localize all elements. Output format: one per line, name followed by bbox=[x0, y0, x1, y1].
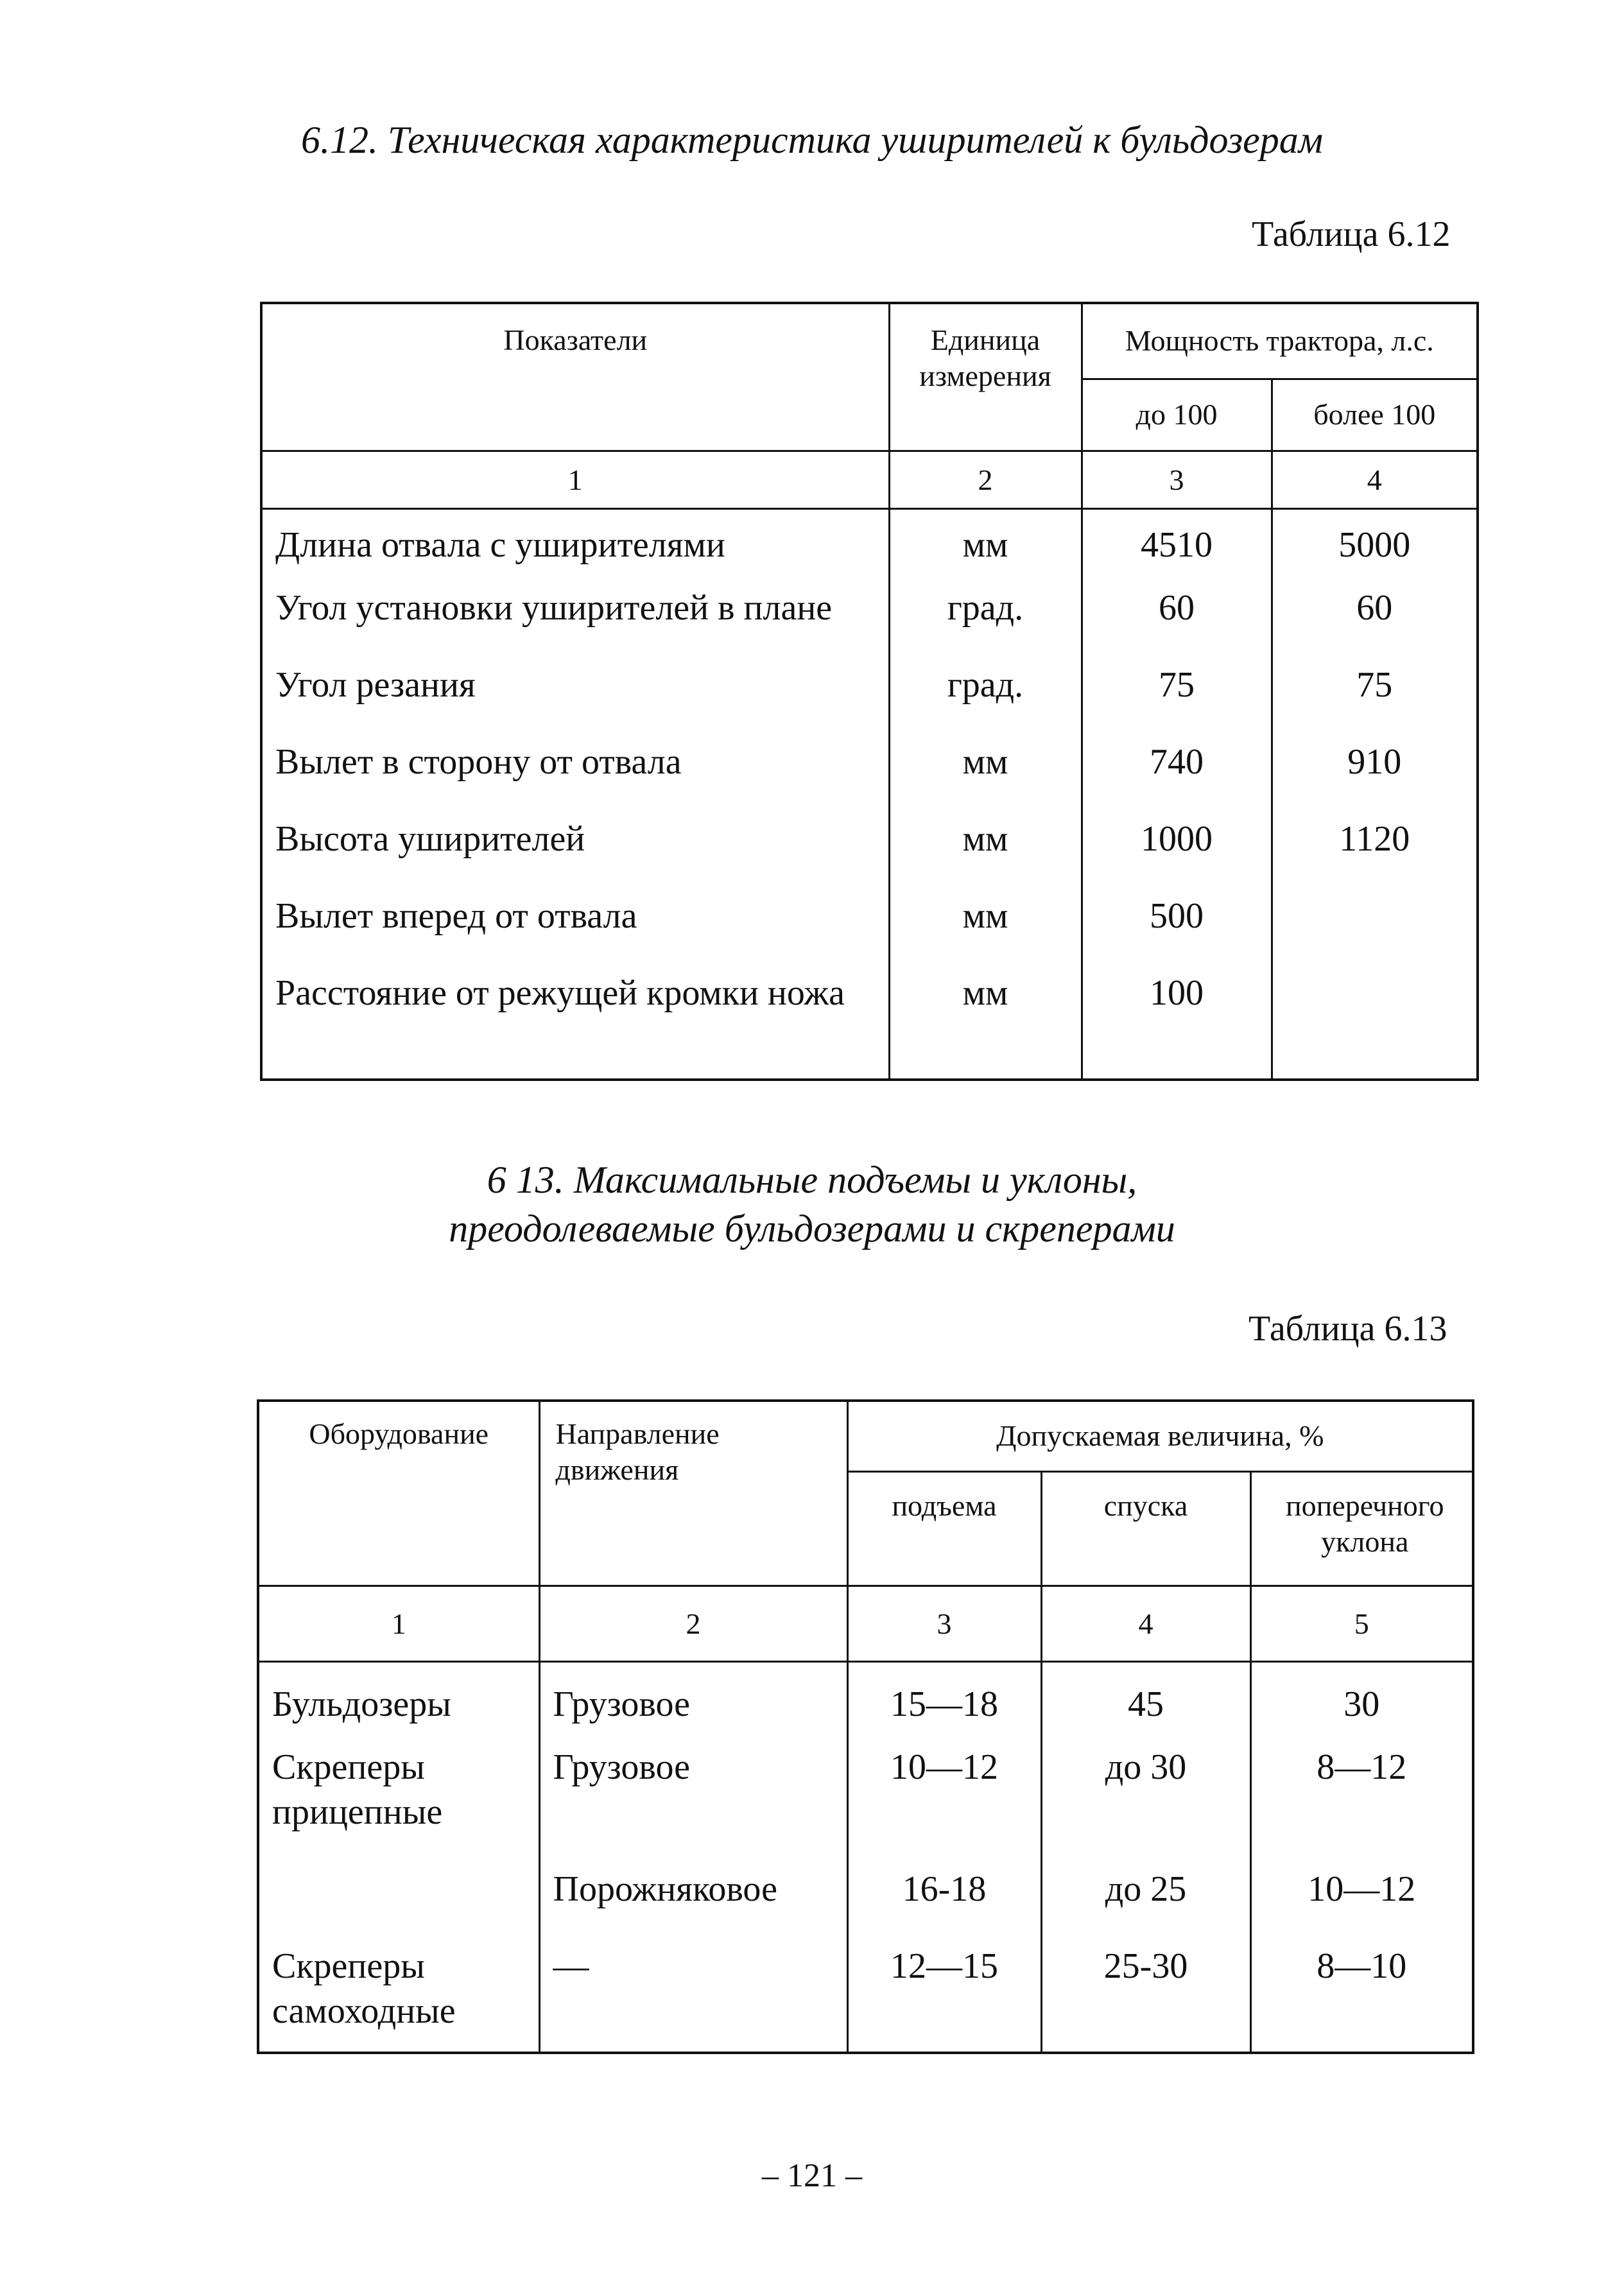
indicator-name: Вылет вперед от отвала bbox=[261, 894, 889, 971]
equipment-name: Скреперы самоходные bbox=[258, 1944, 539, 2053]
indicator-unit: мм bbox=[889, 508, 1082, 585]
header-indicators: Показатели bbox=[261, 303, 889, 451]
indicator-name: Вылет в сторону от отвала bbox=[261, 739, 889, 817]
table-6-13-caption: 6 13. Максимальные подъемы и уклоны, преодолеваемые бульдозерами и скреперами bbox=[449, 1159, 1175, 1250]
indicator-unit: мм bbox=[889, 739, 1082, 817]
cross-slope-value: 10—12 bbox=[1250, 1867, 1473, 1944]
cross-slope-value: 8—10 bbox=[1250, 1944, 1473, 2053]
indicator-unit: мм bbox=[889, 817, 1082, 894]
header-equipment: Оборудование bbox=[258, 1401, 539, 1586]
indicator-unit: град. bbox=[889, 662, 1082, 739]
value-over-100: 75 bbox=[1272, 662, 1478, 739]
table-6-13-label: Таблица 6.13 bbox=[1248, 1309, 1447, 1349]
indicator-name: Расстояние от режущей кромки ножа bbox=[261, 971, 889, 1080]
value-upto-100: 1000 bbox=[1082, 817, 1272, 894]
column-number: 2 bbox=[539, 1586, 847, 1661]
value-upto-100: 75 bbox=[1082, 662, 1272, 739]
header-allowed-value: Допускаемая величина, % bbox=[847, 1401, 1473, 1471]
table-row bbox=[261, 739, 1478, 817]
column-number: 2 bbox=[889, 451, 1082, 508]
value-upto-100: 60 bbox=[1082, 585, 1272, 662]
descent-value: 25-30 bbox=[1041, 1944, 1250, 2053]
column-number: 1 bbox=[258, 1586, 539, 1661]
header-rise: подъема bbox=[847, 1471, 1041, 1586]
table-row bbox=[258, 1661, 1473, 1745]
table-6-12 bbox=[260, 302, 1479, 1081]
header-cross-slope: поперечного уклона bbox=[1250, 1471, 1473, 1586]
descent-value: до 30 bbox=[1041, 1745, 1250, 1867]
value-upto-100: 4510 bbox=[1082, 508, 1272, 585]
descent-value: 45 bbox=[1041, 1661, 1250, 1745]
table-6-12-caption: 6.12. Техническая характеристика уширителей к бульдозерам bbox=[300, 119, 1324, 161]
page-number: – 121 – bbox=[762, 2157, 862, 2194]
movement-direction: Грузовое bbox=[539, 1745, 847, 1867]
indicator-name: Угол резания bbox=[261, 662, 889, 739]
column-number: 4 bbox=[1041, 1586, 1250, 1661]
header-descent: спуска bbox=[1041, 1471, 1250, 1586]
column-number: 3 bbox=[1082, 451, 1272, 508]
indicator-unit: мм bbox=[889, 894, 1082, 971]
value-upto-100: 500 bbox=[1082, 894, 1272, 971]
equipment-name: Скреперы прицепные bbox=[258, 1745, 539, 1867]
equipment-name: Бульдозеры bbox=[258, 1661, 539, 1745]
movement-direction: Порожняковое bbox=[539, 1867, 847, 1944]
rise-value: 10—12 bbox=[847, 1745, 1041, 1867]
column-number: 3 bbox=[847, 1586, 1041, 1661]
value-over-100 bbox=[1272, 971, 1478, 1080]
table-row bbox=[258, 1867, 1473, 1944]
table-row bbox=[258, 1944, 1473, 2053]
value-over-100: 60 bbox=[1272, 585, 1478, 662]
header-unit: Единица измерения bbox=[889, 303, 1082, 451]
indicator-name: Длина отвала с уширителями bbox=[261, 508, 889, 585]
indicator-name: Угол установки уширителей в плане bbox=[261, 585, 889, 662]
column-number: 1 bbox=[261, 451, 889, 508]
value-over-100: 5000 bbox=[1272, 508, 1478, 585]
movement-direction: — bbox=[539, 1944, 847, 2053]
cross-slope-value: 30 bbox=[1250, 1661, 1473, 1745]
value-over-100 bbox=[1272, 894, 1478, 971]
value-upto-100: 740 bbox=[1082, 739, 1272, 817]
table-row bbox=[261, 894, 1478, 971]
cross-slope-value: 8—12 bbox=[1250, 1745, 1473, 1867]
table-row bbox=[261, 508, 1478, 585]
rise-value: 16-18 bbox=[847, 1867, 1041, 1944]
indicator-name: Высота уширителей bbox=[261, 817, 889, 894]
table-row bbox=[261, 662, 1478, 739]
equipment-name bbox=[258, 1867, 539, 1944]
rise-value: 15—18 bbox=[847, 1661, 1041, 1745]
table-6-12-label: Таблица 6.12 bbox=[1252, 214, 1451, 254]
indicator-unit: мм bbox=[889, 971, 1082, 1080]
table-row bbox=[258, 1745, 1473, 1867]
header-tractor-power: Мощность трактора, л.с. bbox=[1082, 303, 1478, 379]
header-over-100: более 100 bbox=[1272, 379, 1478, 451]
indicator-unit: град. bbox=[889, 585, 1082, 662]
header-direction: Направление движения bbox=[539, 1401, 847, 1586]
value-over-100: 1120 bbox=[1272, 817, 1478, 894]
table-row bbox=[261, 971, 1478, 1080]
value-over-100: 910 bbox=[1272, 739, 1478, 817]
descent-value: до 25 bbox=[1041, 1867, 1250, 1944]
value-upto-100: 100 bbox=[1082, 971, 1272, 1080]
column-number: 4 bbox=[1272, 451, 1478, 508]
table-row bbox=[261, 817, 1478, 894]
rise-value: 12—15 bbox=[847, 1944, 1041, 2053]
column-number: 5 bbox=[1250, 1586, 1473, 1661]
header-upto-100: до 100 bbox=[1082, 379, 1272, 451]
table-6-13 bbox=[257, 1399, 1474, 2054]
movement-direction: Грузовое bbox=[539, 1661, 847, 1745]
table-row bbox=[261, 585, 1478, 662]
